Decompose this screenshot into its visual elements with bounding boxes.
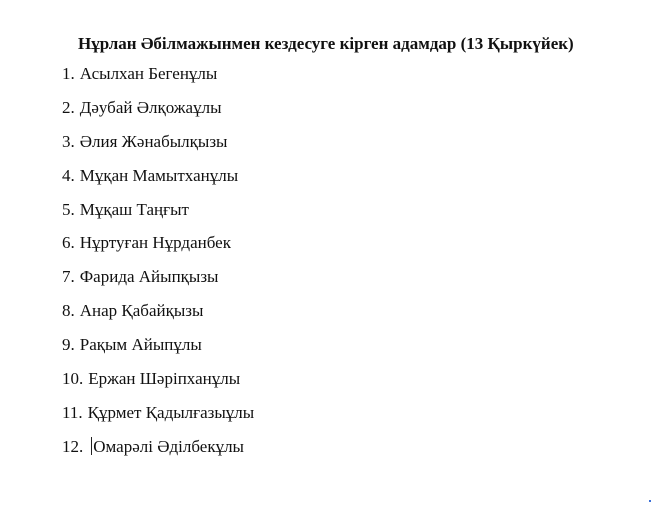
item-number: 3. — [62, 131, 75, 151]
list-item — [62, 301, 254, 321]
item-number: 6. — [62, 233, 75, 253]
document-title: Нұрлан Әбілмажынмен кездесуге кірген адамдар (13 Қыркүйек) — [78, 34, 574, 53]
list-item — [62, 132, 254, 152]
list-item — [62, 335, 254, 355]
item-name: Нұртуған Нұрданбек — [79, 233, 231, 253]
list-item — [62, 200, 254, 220]
item-name: Дәубай Әлқожаұлы — [79, 97, 222, 117]
paragraph-mark — [649, 500, 651, 502]
item-number: 10. — [62, 369, 84, 389]
item-number: 7. — [62, 267, 75, 287]
item-name: Омарәлі Әділбекұлы — [93, 436, 244, 456]
item-name: Асылхан Бегенұлы — [79, 64, 218, 83]
item-number: 8. — [62, 301, 75, 321]
list-item — [62, 267, 254, 287]
item-name: Мұқаш Таңғыт — [79, 199, 189, 219]
item-number: 12. — [62, 436, 84, 456]
item-name: Анар Қабайқызы — [79, 301, 204, 321]
item-number: 1. — [62, 64, 75, 83]
item-number: 9. — [62, 335, 75, 355]
item-number: 4. — [62, 165, 75, 185]
item-name: Құрмет Қадылғазыұлы — [87, 402, 255, 422]
list-item — [62, 437, 254, 457]
item-number: 11. — [62, 402, 83, 422]
list-item — [62, 64, 254, 84]
item-name: Ержан Шәріпханұлы — [88, 369, 241, 389]
item-number: 2. — [62, 97, 75, 117]
item-name: Мұқан Мамытханұлы — [79, 165, 239, 185]
list-item — [62, 233, 254, 253]
list-item — [62, 403, 254, 423]
list-item — [62, 98, 254, 118]
item-name: Фарида Айыпқызы — [79, 267, 219, 287]
list-item — [62, 166, 254, 186]
list-item — [62, 369, 254, 389]
item-name: Әлия Жәнабылқызы — [79, 131, 228, 151]
item-name: Рақым Айыпұлы — [79, 335, 202, 355]
attendee-list — [62, 64, 254, 471]
item-number: 5. — [62, 199, 75, 219]
